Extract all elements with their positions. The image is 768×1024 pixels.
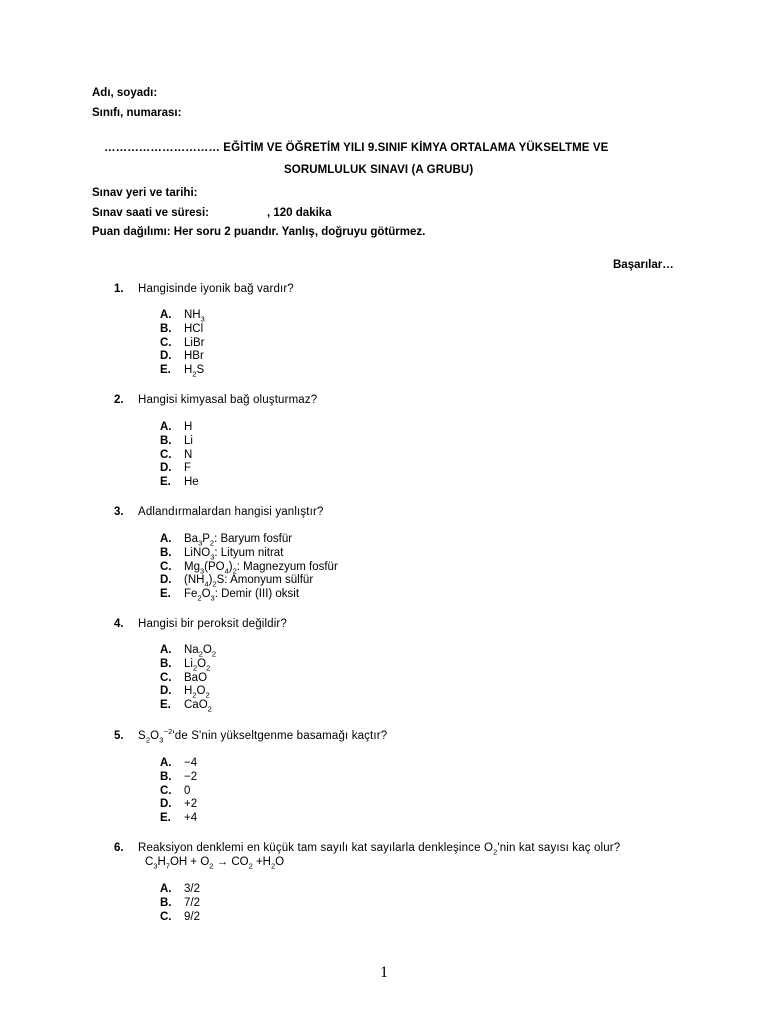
scoring-text: Puan dağılımı: Her soru 2 puandır. Yanlış, doğruyu götürmez. (92, 226, 426, 238)
name-label: Adı, soyadı: (92, 87, 158, 99)
question-text: Hangisi bir peroksit değildir? (138, 618, 287, 630)
duration-text: , 120 dakika (267, 207, 332, 219)
class-label: Sınıfı, numarası: (92, 107, 182, 119)
question-number: 3. (114, 506, 124, 518)
question-text: Hangisinde iyonik bağ vardır? (138, 283, 294, 295)
reaction-equation: $C_3H_7OH + O_2 \to CO_2 +H_2O$ (145, 856, 285, 871)
question-number: 2. (114, 394, 124, 406)
exam-title-line1: ………………………… EĞİTİM VE ÖĞRETİM YILI 9.SINIF KİMYA ORTALAMA YÜKSELTME VE (104, 142, 609, 154)
question-number: 5. (114, 730, 124, 742)
time-label: Sınav saati ve süresi: (92, 207, 209, 219)
page-number: 1 (380, 964, 388, 981)
question-text: Adlandırmalardan hangisi yanlıştır? (138, 506, 324, 518)
question-text: Hangisi kimyasal bağ oluşturmaz? (138, 394, 318, 406)
question-text: $S_2O_3^{-2}'de$ S'nin yükseltgenme basamağı kaçtır? (138, 727, 388, 745)
question-number: 4. (114, 618, 124, 630)
exam-title-line2: SORUMLULUK SINAVI (A GRUBU) (284, 164, 474, 176)
question-number: 1. (114, 283, 124, 295)
place-date-label: Sınav yeri ve tarihi: (92, 187, 198, 199)
question-number: 6. (114, 842, 124, 854)
good-luck-text: Başarılar… (613, 259, 674, 271)
question-text: Reaksiyon denklemi en küçük tam sayılı kat sayılarla denkleşince $O_2'nin$ kat sayısı kaç olur? (138, 842, 621, 857)
